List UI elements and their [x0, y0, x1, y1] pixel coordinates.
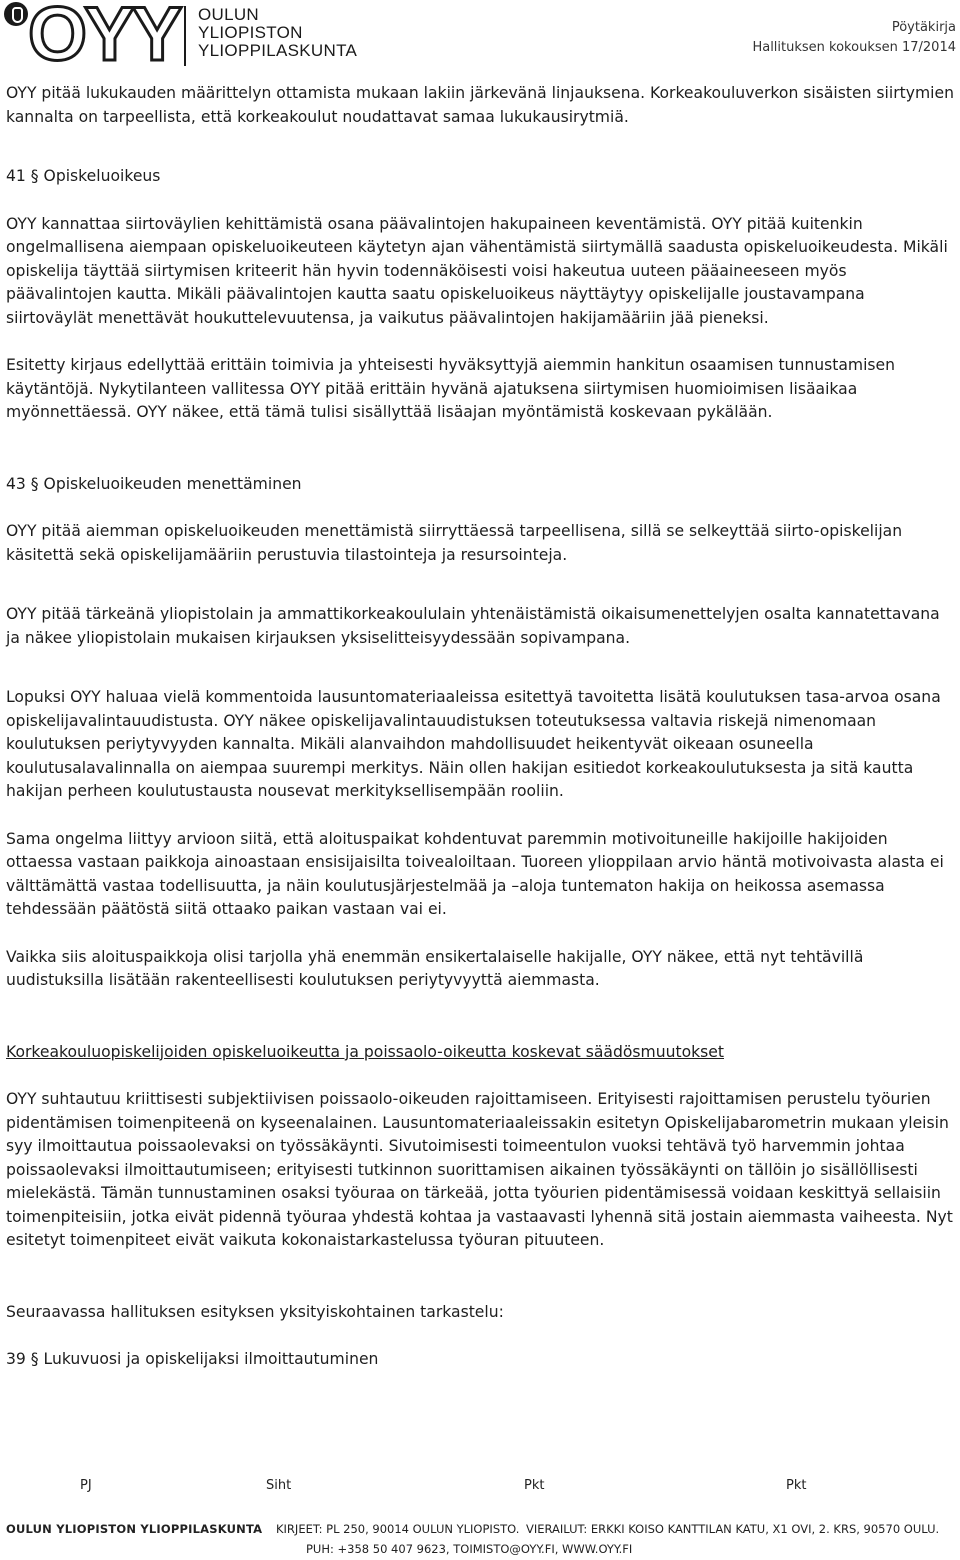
- meeting-label: Hallituksen kokouksen 17/2014: [752, 40, 956, 55]
- paragraph-oikaisumenettely: OYY pitää tärkeänä yliopistolain ja ammattikorkeakoululain yhtenäistämistä oikaisumenettelyjen osalta kannatettavana ja näkee yliopistolain mukaisen kirjauksen yksiselitteisyydessään sopivampana.: [6, 605, 940, 647]
- org-name-line-2: YLIOPISTON: [198, 23, 303, 42]
- section-heading-39: 39 § Lukuvuosi ja opiskelijaksi ilmoittautuminen: [6, 1350, 379, 1368]
- oyy-logo: OYY: [28, 0, 180, 77]
- logo-divider: [184, 6, 186, 66]
- paragraph-esitetty-kirjaus: Esitetty kirjaus edellyttää erittäin toimivia ja yhteisesti hyväksyttyjä aiemmin hankitun osaamisen tunnustamisen käytäntöjä. Nykytilanteen vallitessa OYY pitää erittäin hyvänä ajatuksena siirtymisen huomioimisen lisäaikaa myönnettäessä. OYY näkee, että tämä tulisi sisällyttää lisäajan myöntämistä koskevaan pykälään.: [6, 356, 896, 421]
- signature-line: [80, 1478, 840, 1498]
- signature-pkt-1: Pkt: [524, 1478, 545, 1493]
- section-heading-41: 41 § Opiskeluoikeus: [6, 167, 161, 185]
- page-header: [0, 0, 960, 80]
- document-body: [6, 82, 956, 1372]
- paragraph-tasa-arvo: Lopuksi OYY haluaa vielä kommentoida lausuntomateriaaleissa esitettyä tavoitetta lisätä koulutuksen tasa-arvoa osana opiskelijavalintauudistusta. OYY näkee opiskelijavalintauudistuksen toteutuksessa valtavia riskejä nimenomaan koulutuksen periytyvyyden kannalta. Mikäli alanvaihdon mahdollisuudet heikentyvät oikeaan osuneella koulutusalavalinnalla on aiempaa suurempi merkitys. Näin ollen hakijan esitiedot korkeakoulutuksesta ja sitä kautta hakijan perheen koulutustausta nousevat merkityksellisempään rooliin.: [6, 688, 941, 800]
- org-name-line-3: YLIOPPILASKUNTA: [198, 41, 358, 60]
- paragraph-siirtovaylat: OYY kannattaa siirtoväylien kehittämistä osana päävalintojen hakupaineen keventämistä. OYY pitää kuitenkin ongelmallisena aiempaan opiskeluoikeuteen käytetyn ajan vähentämistä siirtymällä saadusta opiskeluoikeudesta. Mikäli opiskelija täyttää siirtymisen kriteerit hän hyvin todennäköisesti voisi hakeutua uuteen pääaineeseen myös päävalintojen kautta. Mikäli päävalintojen kautta saatu opiskeluoikeus näyttäytyy opiskelijalle joustavampana siirtoväylät menettävät houkuttelevuutensa, ja vaikutus päävalintojen hakijamääriin jää pieneksi.: [6, 214, 948, 327]
- paragraph-lukukausi: OYY pitää lukukauden määrittelyn ottamista mukaan lakiin järkevänä linjauksena. Korkeakouluverkon sisäisten siirtymien kannalta on tarpeellista, että korkeakoulut noudattavat samaa lukukausirytmiä.: [6, 84, 954, 126]
- signature-pkt-2: Pkt: [786, 1478, 807, 1493]
- footer-contact: PUH: +358 50 407 9623, TOIMISTO@OYY.FI, WWW.OYY.FI: [306, 1542, 633, 1556]
- section-heading-43: 43 § Opiskeluoikeuden menettäminen: [6, 474, 302, 493]
- logo-emblem-icon: [4, 2, 28, 26]
- org-name-line-1: OULUN: [198, 5, 260, 24]
- section-title-poissaolo: Korkeakouluopiskelijoiden opiskeluoikeutta ja poissaolo-oikeutta koskevat säädösmuutokset: [6, 1042, 724, 1061]
- paragraph-tarkastelu: Seuraavassa hallituksen esityksen yksityiskohtainen tarkastelu:: [6, 1302, 504, 1321]
- signature-pj: PJ: [80, 1478, 92, 1493]
- document-type: Pöytäkirja: [891, 20, 956, 35]
- footer-organization: OULUN YLIOPISTON YLIOPPILASKUNTA: [6, 1522, 263, 1536]
- signature-siht: Siht: [266, 1478, 292, 1493]
- footer-postal-address: KIRJEET: PL 250, 90014 OULUN YLIOPISTO.: [276, 1522, 520, 1536]
- footer-visiting-address: VIERAILUT: ERKKI KOISO KANTTILAN KATU, X1 OVI, 2. KRS, 90570 OULU.: [526, 1522, 940, 1536]
- paragraph-aloituspaikat: Sama ongelma liittyy arvioon siitä, että aloituspaikat kohdentuvat paremmin motivoituneille hakijoille hakijoiden ottaessa vastaan paikkoja ainoastaan ensisijaisilta toivealoiltaan. Tuoreen ylioppilaan arvio häntä motivoivasta alasta ei välttämättä vastaa todellisuutta, ja näin koulutusjärjestelmää ja –aloja tuntematon hakija on heikossa asemassa tehdessään päätöstä siitä ottaako paikan vastaan vai ei.: [6, 829, 944, 918]
- paragraph-poissaolo-oikeus: OYY suhtautuu kriittisesti subjektiivisen poissaolo-oikeuden rajoittamiseen. Erityisesti rajoittamisen perustelu työurien pidentämisen toimenpiteenä on kyseenalainen. Lausuntomateriaaleissakin esitetyn Opiskelijabarometrin mukaan yleisin syy ilmoittautua poissaolevaksi on työssäkäynti. Sivutoimisesti toimeentulon vuoksi tehtävä työ harvemmin johtaa poissaolevaksi ilmoittautumiseen; erityisesti tutkinnon suorittamisen aikainen työssäkäynti on tällöin jo sisällöllisesti mielekästä. Tämän tunnustaminen osaksi työuraa on tärkeää, jotta työurien pidentämisessä voidaan keskittyä sellaisiin toimenpiteisiin, jotka eivät pidennä työuraa yhdestä kohtaa ja vastaavasti lyhennä sitä jostain aiemmasta vaiheesta. Nyt esitetyt toimenpiteet eivät vaikuta kokonaistarkastelussa työuran pituuteen.: [6, 1090, 953, 1249]
- paragraph-menettaminen: OYY pitää aiemman opiskeluoikeuden menettämistä siirryttäessä tarpeellisena, sillä se selkeyttää siirto-opiskelijan käsitettä sekä opiskelijamääriin perustuvia tilastointeja ja resursointeja.: [6, 522, 903, 564]
- organization-name: [198, 6, 357, 60]
- paragraph-periytyvyys: Vaikka siis aloituspaikkoja olisi tarjolla yhä enemmän ensikertalaiselle hakijalle, OYY näkee, että nyt tehtävillä uudistuksilla lisätään rakenteellisesti koulutuksen periytyvyyttä aiemmasta.: [6, 947, 864, 989]
